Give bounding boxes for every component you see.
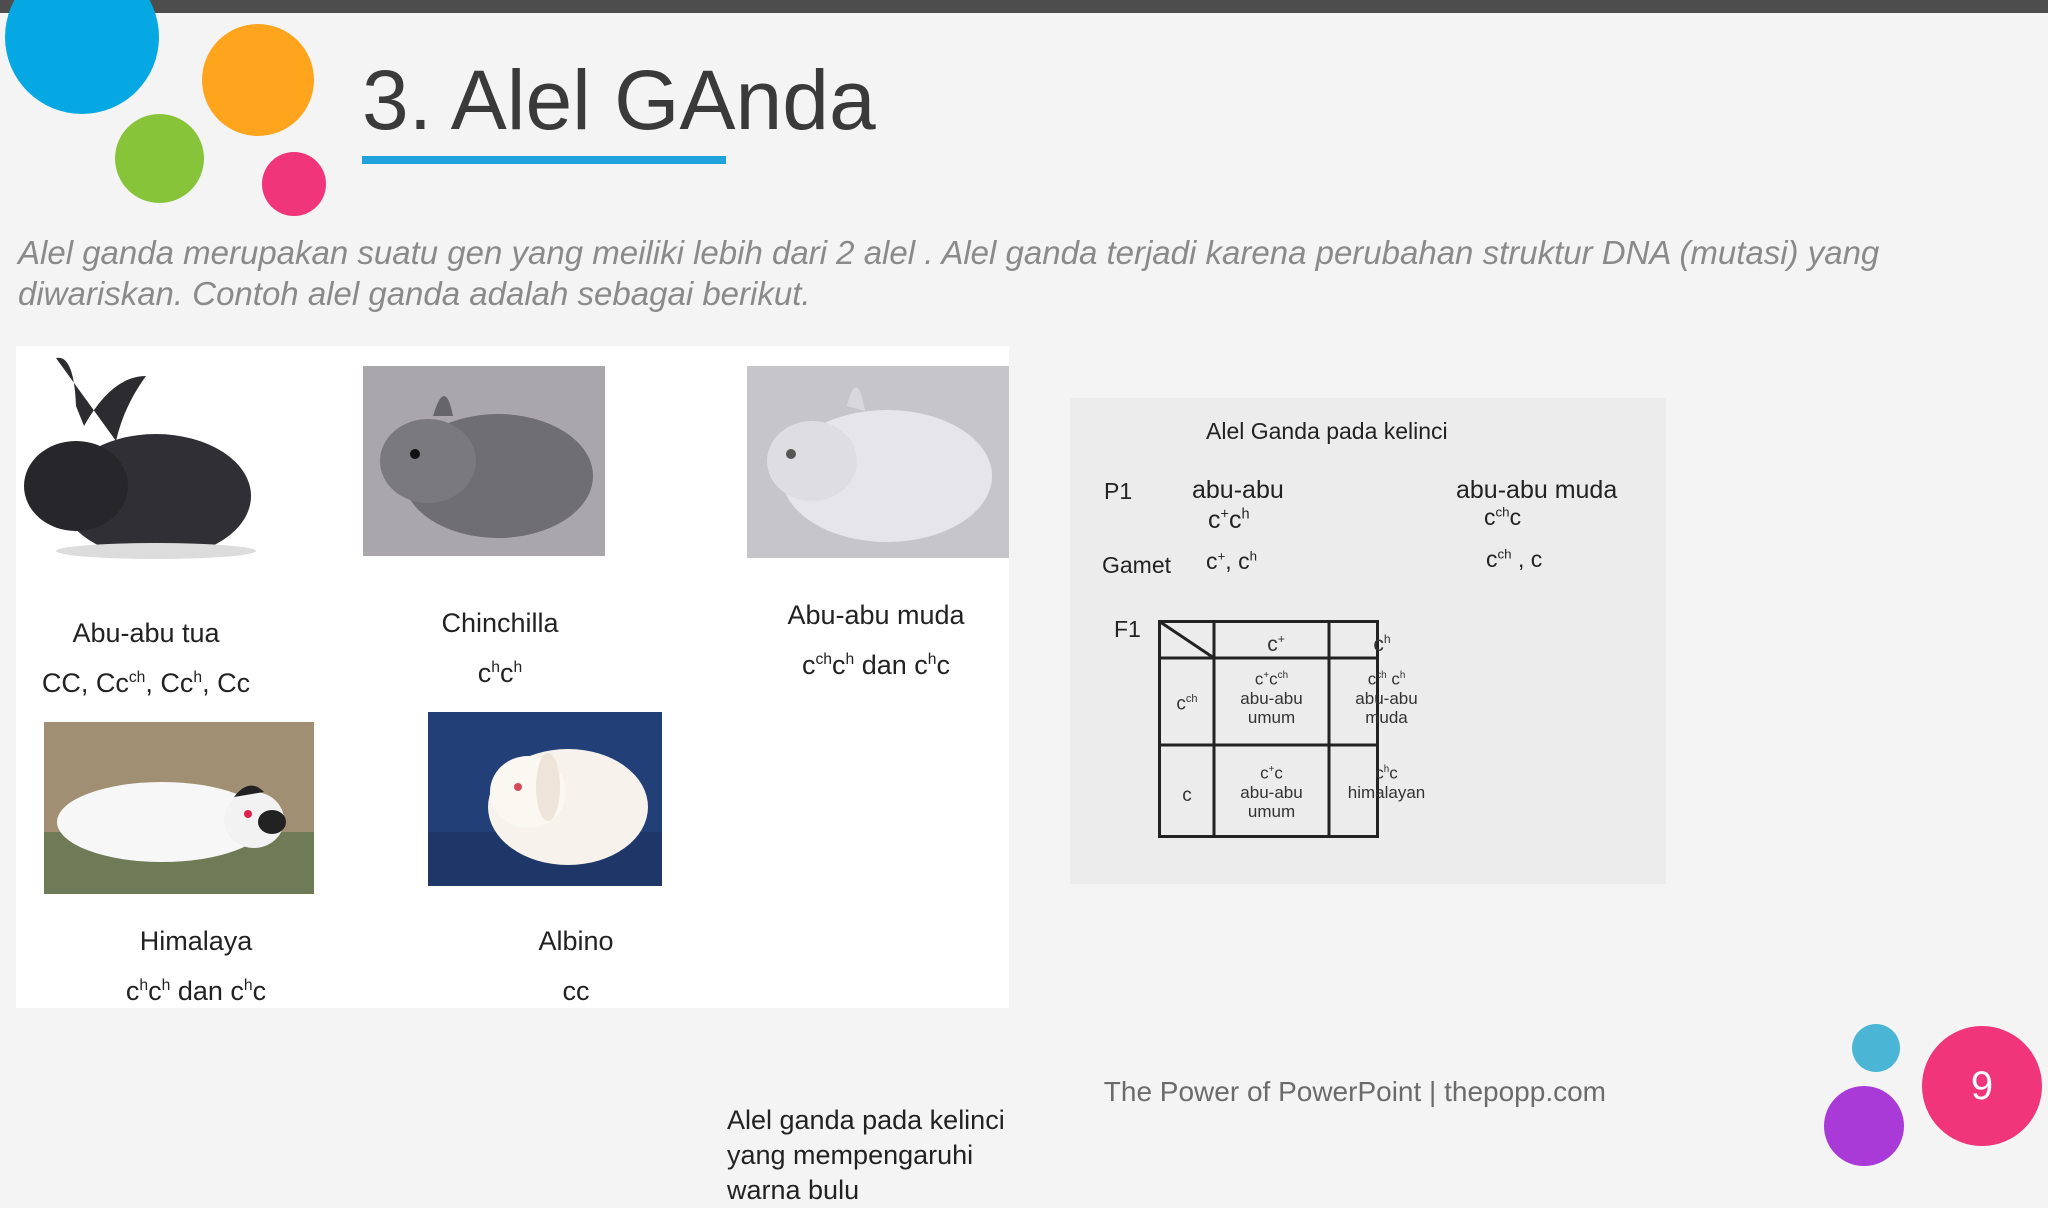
title-underline bbox=[362, 156, 726, 164]
genotype-albino: cc bbox=[562, 976, 590, 1006]
rabbits-note: Alel ganda pada kelinci yang mempengaruhi warna bulu bbox=[727, 1105, 1005, 1205]
row-header-2: c bbox=[1182, 785, 1192, 806]
top-bar bbox=[0, 0, 2048, 13]
offspring-cell: $c^hc$ himalayan bbox=[1347, 763, 1426, 802]
row-header-1: $c^{ch}$ bbox=[1176, 693, 1198, 715]
gamet-parent1: c+, $c^h$ bbox=[1206, 548, 1257, 574]
teal-circle bbox=[1852, 1024, 1900, 1072]
rabbit-photo-abu-abu-tua bbox=[16, 346, 256, 566]
offspring-cell: $c^+c^{ch}$ abu-abu umum bbox=[1240, 669, 1303, 727]
gamet-parent2: $c^{ch}$ , c bbox=[1486, 546, 1543, 572]
footer-text: The Power of PowerPoint | thepopp.com bbox=[1103, 1076, 1606, 1107]
col-header-1: c+ bbox=[1267, 632, 1285, 656]
intro-text: Alel ganda merupakan suatu gen yang meiliki lebih dari 2 alel . Alel ganda terjadi karena perubahan struktur DNA (mutasi) yang diwariskan. Contoh alel ganda adalah sebagai berikut. bbox=[18, 234, 1880, 312]
caption-abu-abu-tua bbox=[16, 618, 276, 649]
blue-circle bbox=[5, 0, 159, 114]
name-abu-abu-tua: Abu-abu tua bbox=[72, 618, 220, 648]
slide-title: 3. Alel GAnda bbox=[362, 53, 876, 147]
genotype-himalaya: $c^hc^h$ dan $c^hc$ bbox=[125, 976, 267, 1006]
rabbit-photo-himalaya bbox=[44, 722, 314, 894]
parent2-phenotype: abu-abu muda bbox=[1456, 476, 1618, 504]
name-abu-abu-muda: Abu-abu muda bbox=[787, 600, 965, 630]
name-chinchilla: Chinchilla bbox=[441, 608, 559, 638]
pink-circle bbox=[262, 152, 326, 216]
col-header-2: $c^h$ bbox=[1373, 632, 1391, 656]
genotype-abu-abu-muda: $c^{ch}c^h$ dan $c^hc$ bbox=[801, 650, 951, 680]
offspring-cell: $c^{ch}$ $c^h$ abu-abu muda bbox=[1355, 669, 1418, 727]
name-himalaya: Himalaya bbox=[139, 926, 253, 956]
f1-label: F1 bbox=[1114, 616, 1141, 642]
genotype-chinchilla: $c^hc^h$ bbox=[477, 658, 523, 688]
p1-label: P1 bbox=[1104, 478, 1133, 504]
parent2-genotype: $c^{ch}c$ bbox=[1484, 504, 1522, 530]
parent1-genotype: $c^+c^h$ bbox=[1208, 506, 1250, 534]
parent1-phenotype: abu-abu bbox=[1192, 476, 1284, 504]
cross-diagram bbox=[1070, 398, 1666, 884]
cross-title: Alel Ganda pada kelinci bbox=[1206, 418, 1448, 444]
rabbit-photo-chinchilla bbox=[363, 366, 605, 556]
genotype-abu-abu-tua: CC, $Cc^{ch}$, Cc$^h$, Cc bbox=[41, 668, 251, 698]
name-albino: Albino bbox=[538, 926, 614, 956]
page-number: 9 bbox=[1922, 1026, 2042, 1146]
offspring-cell: c+c abu-abu umum bbox=[1240, 763, 1303, 821]
rabbit-photo-albino bbox=[428, 712, 662, 886]
gamet-label: Gamet bbox=[1102, 552, 1172, 578]
rabbit-photo-abu-abu-muda bbox=[747, 366, 1009, 558]
purple-circle bbox=[1824, 1086, 1904, 1166]
orange-circle bbox=[202, 24, 314, 136]
green-circle bbox=[115, 114, 204, 203]
rabbit-panel bbox=[16, 346, 1009, 1205]
